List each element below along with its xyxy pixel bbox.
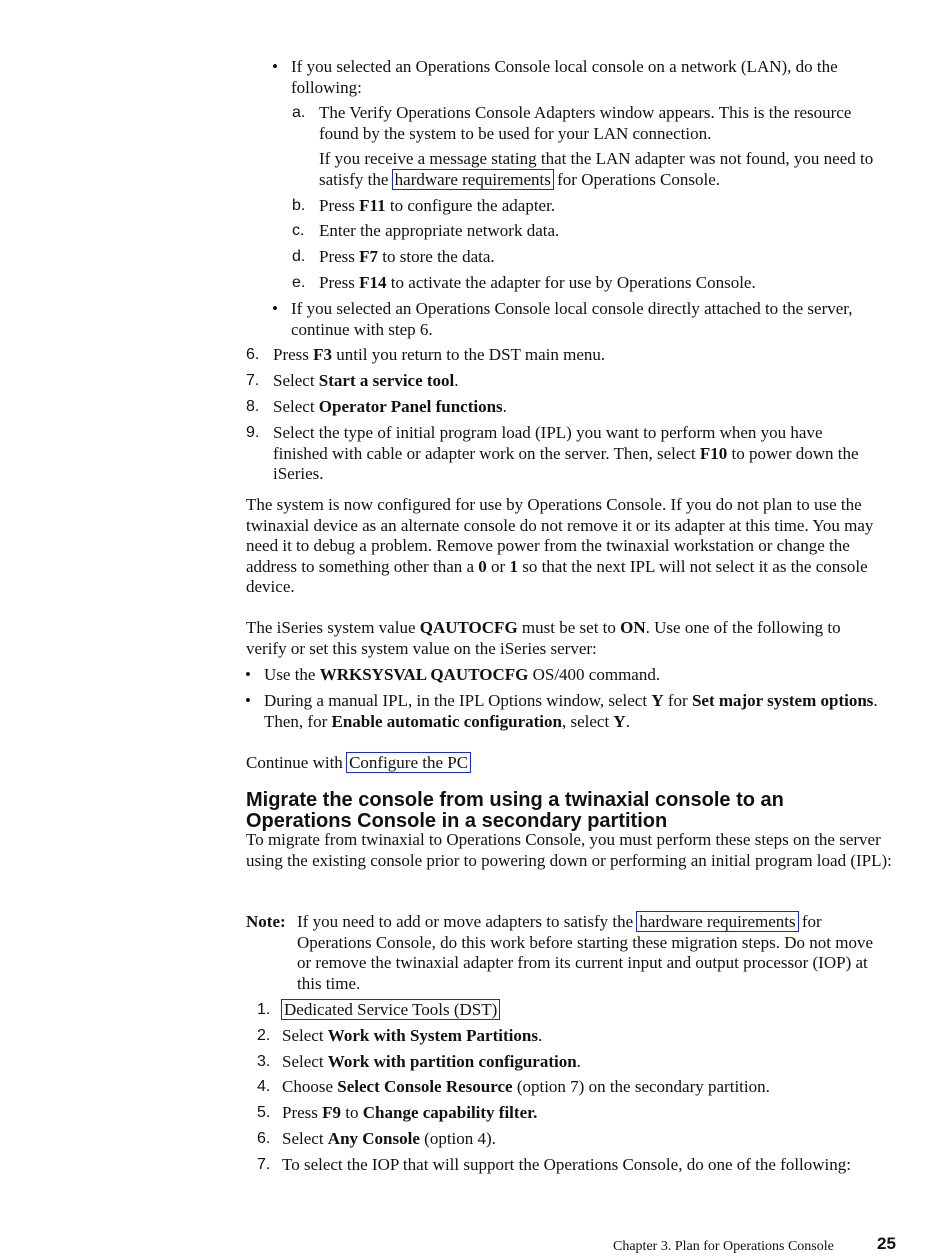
step-text: The Verify Operations Console Adapters window appears. This is the resource found by the system to be used for your LAN connection.: [319, 103, 852, 143]
paragraph-text: The iSeries system value: [246, 618, 420, 637]
step-text-end: to store the data.: [378, 247, 495, 266]
bullet-mark: •: [245, 691, 251, 710]
step-text-end: to activate the adapter for use by Operations Console.: [386, 273, 756, 292]
step-marker: b.: [292, 197, 306, 214]
step-6: [246, 345, 893, 366]
step-text: Select: [282, 1129, 328, 1148]
step-text: Press: [282, 1103, 323, 1122]
paragraph-text: must be set to: [517, 618, 621, 637]
bullet-lan: [272, 57, 891, 98]
key-f3: F3: [313, 345, 333, 364]
bullet-manual-ipl: [245, 691, 894, 732]
step-text: Enter the appropriate network data.: [319, 221, 560, 240]
step-8: [246, 397, 893, 418]
note-text: [297, 912, 887, 994]
step-marker: 3.: [257, 1053, 271, 1070]
step-marker: d.: [292, 248, 306, 265]
migrate-step-6: [257, 1129, 882, 1150]
step-text-end: until you return to the DST main menu.: [332, 345, 606, 364]
step-marker: 9.: [246, 424, 260, 441]
sysval-value: ON: [620, 618, 646, 637]
option-select-console-resource: Select Console Resource: [337, 1077, 513, 1096]
step-text-end: .: [576, 1052, 581, 1071]
option-work-with-system-partitions: Work with System Partitions: [327, 1026, 538, 1045]
bullet-text: . Then, for: [264, 691, 878, 731]
sysval-name: QAUTOCFG: [419, 618, 518, 637]
bullet-text: During a manual IPL, in the IPL Options window, select: [264, 691, 652, 710]
step-text: Select: [282, 1026, 328, 1045]
option-set-major-system: Set major system options: [691, 691, 874, 710]
key-f10: F10: [699, 443, 728, 463]
lan-step-a-note: [319, 149, 889, 190]
footer-chapter: Chapter 3. Plan for Operations Console: [613, 1239, 834, 1254]
step-marker: 4.: [257, 1078, 271, 1095]
step-marker: 7.: [257, 1156, 271, 1173]
bullet-text-end: OS/400 command.: [528, 665, 661, 684]
key-f9: F9: [322, 1103, 342, 1122]
step-text: Press: [273, 345, 314, 364]
step-9: [246, 423, 873, 485]
step-text: Press: [319, 247, 360, 266]
step-marker: 1.: [257, 1001, 271, 1018]
step-text-end: .: [502, 397, 507, 416]
paragraph-sysval: [246, 618, 846, 659]
paragraph-configured: [246, 495, 898, 598]
step-text: To select the IOP that will support the Operations Console, do one of the following:: [282, 1155, 852, 1174]
migrate-step-7: [257, 1155, 862, 1176]
bullet-mark: •: [272, 299, 278, 318]
lan-step-d: [292, 247, 879, 268]
step-text-end: (option 7) on the secondary partition.: [512, 1077, 770, 1096]
bullet-direct: [272, 299, 891, 340]
key-f7: F7: [359, 247, 379, 266]
page-number: 25: [877, 1234, 896, 1253]
bullet-mark: •: [245, 665, 251, 684]
step-text-end: to configure the adapter.: [385, 196, 556, 215]
paragraph-text: or: [486, 556, 510, 576]
step-text-end: .: [454, 371, 459, 390]
step-text-end: .: [537, 1026, 543, 1045]
paragraph-text: The system is now configured for use by Operations Console. If you do not plan to use the twinaxial device as an alternate console do not remove it or its adapter at this time. You may need it to debug a problem. Remove power from the twinaxial workstation or change the address to something other than a: [246, 495, 874, 576]
bullet-text: If you selected an Operations Console local console on a network (LAN), do the following:: [291, 57, 838, 97]
note-label: Note:: [246, 912, 286, 931]
step-marker: a.: [292, 104, 306, 121]
migrate-step-4: [257, 1077, 892, 1098]
step-text: Press: [319, 273, 360, 292]
step-7: [246, 371, 893, 392]
option-enable-auto-config: Enable automatic configuration: [331, 711, 562, 731]
step-text-end: to power down the iSeries.: [273, 443, 859, 483]
lan-step-e: [292, 273, 879, 294]
migrate-step-1: [257, 1000, 882, 1021]
lan-step-c: [292, 221, 879, 242]
note-text-end: for Operations Console, do this work before starting these migration steps. Do not move or remove the twinaxial adapter from its current input and output processor (IOP) at this time.: [297, 912, 874, 993]
lan-step-a: [292, 103, 879, 144]
step-text: Choose: [282, 1077, 338, 1096]
step-note-text: If you receive a message stating that the LAN adapter was not found, you need to satisfy the: [319, 149, 874, 189]
bullet-text: for: [663, 691, 692, 710]
step-text: Select: [273, 371, 319, 390]
step-marker: e.: [292, 274, 306, 291]
step-text: Press: [319, 196, 360, 215]
value-y: Y: [613, 711, 626, 731]
step-marker: 8.: [246, 398, 260, 415]
hardware-requirements-link[interactable]: hardware requirements: [636, 911, 798, 932]
paragraph-text: . Use one of the following to verify or set this system value on the iSeries server:: [246, 618, 841, 658]
section-heading: Migrate the console from using a twinaxial console to an Operations Console in a secondary partition: [246, 789, 784, 832]
migrate-step-5: [257, 1103, 882, 1124]
hardware-requirements-link[interactable]: hardware requirements: [392, 169, 554, 190]
bullet-text: Use the: [264, 665, 320, 684]
command-wrksysval: WRKSYSVAL QAUTOCFG: [319, 665, 529, 684]
value-y: Y: [651, 691, 664, 710]
option-change-capability-filter: Change capability filter.: [362, 1103, 538, 1122]
continue-line: [246, 753, 846, 774]
paragraph-text: so that the next IPL will not select it as the console device.: [246, 556, 868, 596]
bullet-text: , select: [561, 711, 614, 731]
key-f11: F11: [359, 196, 386, 215]
step-marker: 6.: [246, 346, 260, 363]
bullet-wrksysval: [245, 665, 894, 686]
step-text: Select: [273, 397, 319, 416]
option-work-with-partition-config: Work with partition configuration: [327, 1052, 577, 1071]
note-text-start: If you need to add or move adapters to satisfy the: [297, 912, 638, 931]
option-any-console: Any Console: [327, 1129, 420, 1148]
address-one: 1: [509, 556, 518, 576]
option-start-service-tool: Start a service tool: [318, 371, 455, 390]
step-text: Select: [282, 1052, 328, 1071]
bullet-text-end: .: [625, 711, 630, 731]
step-text-end: (option 4).: [419, 1129, 496, 1148]
key-f14: F14: [359, 273, 387, 292]
section-intro: To migrate from twinaxial to Operations Console, you must perform these steps on the server using the existing console prior to powering down or performing an initial program load (IPL):: [246, 830, 892, 870]
step-note-text-end: for Operations Console.: [552, 169, 721, 189]
bullet-text: If you selected an Operations Console local console directly attached to the server, continue with step 6.: [291, 299, 853, 339]
dst-link[interactable]: Dedicated Service Tools (DST): [281, 999, 500, 1020]
configure-pc-link[interactable]: Configure the PC: [346, 752, 471, 773]
continue-text: Continue with: [246, 753, 348, 772]
lan-step-b: [292, 196, 879, 217]
bullet-mark: •: [272, 57, 278, 76]
step-marker: 6.: [257, 1130, 271, 1147]
step-marker: c.: [292, 222, 305, 239]
step-text: to: [341, 1103, 363, 1122]
option-operator-panel: Operator Panel functions: [318, 397, 503, 416]
step-marker: 5.: [257, 1104, 271, 1121]
migrate-step-2: [257, 1026, 882, 1047]
step-text: Select the type of initial program load (IPL) you want to perform when you have finished with cable or adapter work on the server. Then, select: [273, 423, 823, 463]
address-zero: 0: [478, 556, 487, 576]
step-marker: 7.: [246, 372, 260, 389]
migrate-step-3: [257, 1052, 882, 1073]
step-marker: 2.: [257, 1027, 271, 1044]
